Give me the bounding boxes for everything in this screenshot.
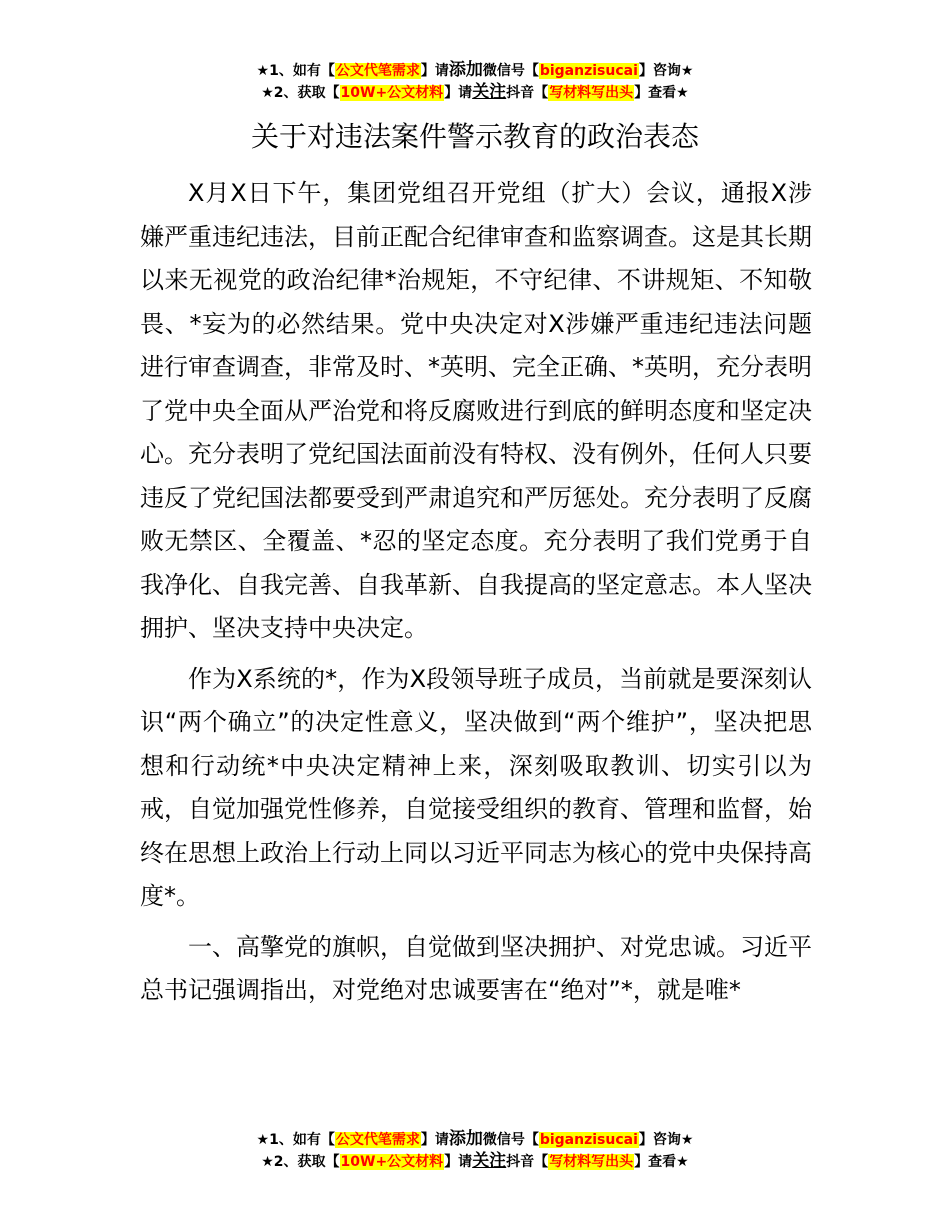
promo-line-2: ★2、获取【10W+公文材料】请关注抖音【写材料写出头】查看★ — [261, 1151, 689, 1171]
paragraph-2: 作为X系统的*，作为X段领导班子成员，当前就是要深刻认识“两个确立”的决定性意义，坚决做到“两个维护”，坚决把思想和行动统*中央决定精神上来，深刻吸取教训、切实引以为戒，自觉加强党性修养，自觉接受组织的教育、管理和监督，始终在思想上政治上行动上同以习近平同志为核心的党中央保持高度*。 — [140, 664, 812, 910]
highlight-service: 公文代笔需求 — [335, 63, 420, 79]
paragraph-1: X月X日下午，集团党组召开党组（扩大）会议，通报X涉嫌严重违纪违法，目前正配合纪律审查和监察调查。这是其长期以来无视党的政治纪律*治规矩，不守纪律、不讲规矩、不知敬畏、*妄为的必然结果。党中央决定对X涉嫌严重违纪违法问题进行审查调查，非常及时、*英明、完全正确、*英明，充分表明了党中央全面从严治党和将反腐败进行到底的鲜明态度和坚定决心。充分表明了党纪国法面前没有特权、没有例外，任何人只要违反了党纪国法都要受到严肃追究和严厉惩处。充分表明了反腐败无禁区、全覆盖、*忍的坚定态度。充分表明了我们党勇于自我净化、自我完善、自我革新、自我提高的坚定意志。本人坚决拥护、坚决支持中央决定。 — [140, 179, 812, 642]
promo-line-1: ★1、如有【公文代笔需求】请添加微信号【biganzisucai】咨询★ — [256, 60, 694, 80]
highlight-douyin-account: 写材料写出头 — [549, 1154, 634, 1170]
paragraph-3: 一、高擎党的旗帜，自觉做到坚决拥护、对党忠诚。习近平总书记强调指出，对党绝对忠诚要害在“绝对”*，就是唯* — [140, 932, 812, 1004]
highlight-douyin-account: 写材料写出头 — [549, 85, 634, 101]
highlight-materials: 10W+公文材料 — [340, 1154, 444, 1170]
highlight-service: 公文代笔需求 — [335, 1132, 420, 1148]
document-body — [140, 172, 812, 1020]
document-title: 关于对违法案件警示教育的政治表态 — [250, 120, 699, 153]
highlight-materials: 10W+公文材料 — [340, 85, 444, 101]
highlight-wechat-id: biganzisucai — [539, 1132, 638, 1148]
promo-banner-bottom — [0, 1129, 950, 1173]
highlight-wechat-id: biganzisucai — [539, 63, 638, 79]
promo-line-2: ★2、获取【10W+公文材料】请关注抖音【写材料写出头】查看★ — [261, 82, 689, 102]
promo-line-1: ★1、如有【公文代笔需求】请添加微信号【biganzisucai】咨询★ — [256, 1129, 694, 1149]
promo-banner-top — [0, 60, 950, 104]
